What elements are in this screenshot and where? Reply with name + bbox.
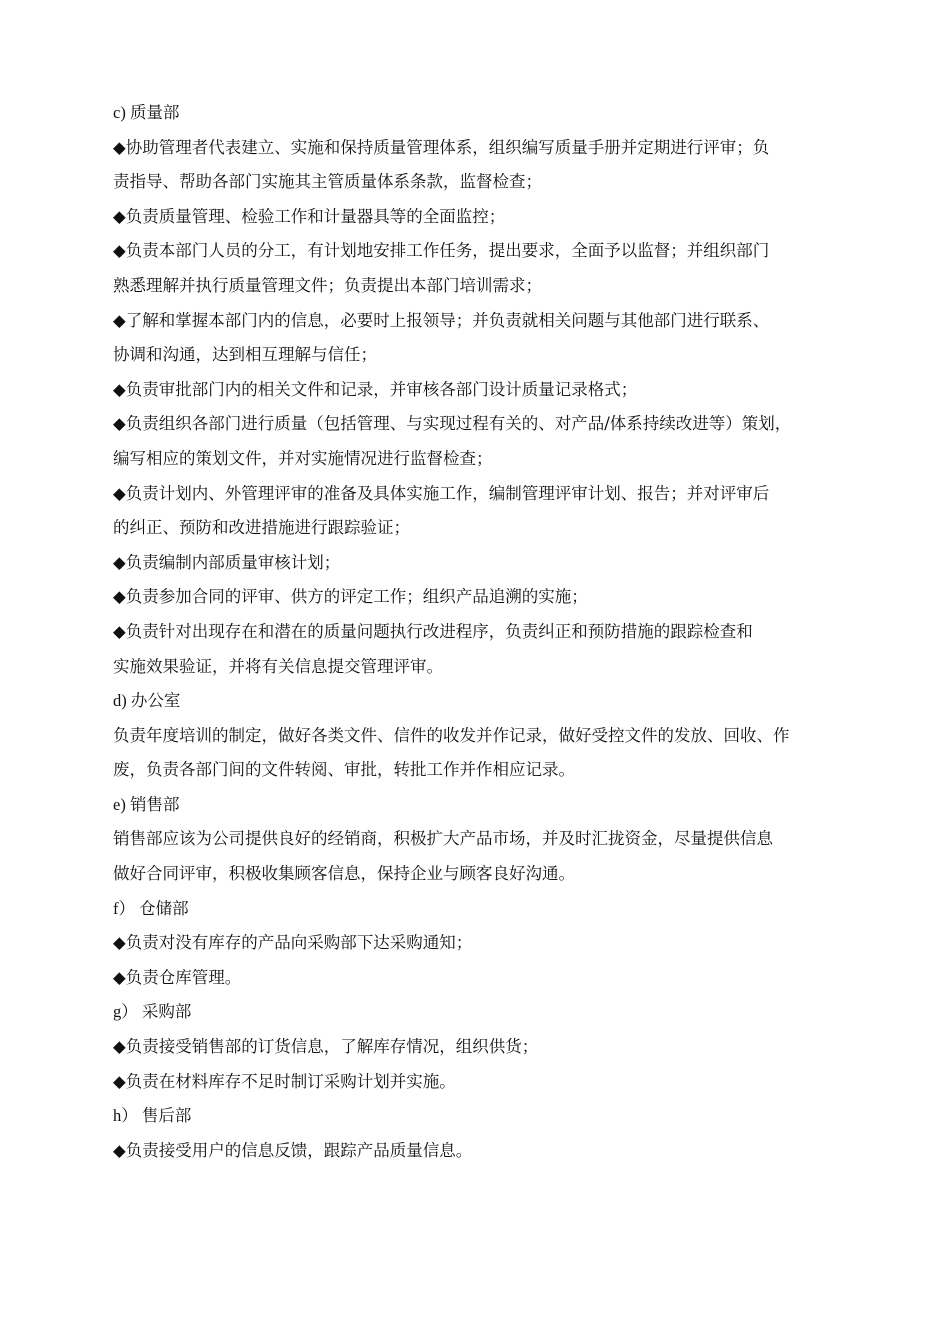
body-text-line: 做好合同评审，积极收集顾客信息，保持企业与顾客良好沟通。 (113, 864, 575, 884)
body-text-line: 实施效果验证，并将有关信息提交管理评审。 (113, 656, 443, 676)
body-text-line: ◆负责接受用户的信息反馈，跟踪产品质量信息。 (113, 1140, 473, 1160)
section-heading: g） 采购部 (113, 1002, 192, 1022)
body-text-line: ◆负责在材料库存不足时制订采购计划并实施。 (113, 1071, 456, 1091)
body-text-line: ◆了解和掌握本部门内的信息，必要时上报领导；并负责就相关问题与其他部门进行联系、 (113, 310, 770, 330)
body-text-line: 编写相应的策划文件，并对实施情况进行监督检查； (113, 448, 493, 468)
body-text-line: ◆负责计划内、外管理评审的准备及具体实施工作，编制管理评审计划、报告；并对评审后 (113, 483, 770, 503)
body-text-line: ◆负责对没有库存的产品向采购部下达采购通知； (113, 933, 473, 953)
document-page (113, 96, 865, 1168)
body-text-line: ◆负责编制内部质量审核计划； (113, 552, 341, 572)
section-heading: d) 办公室 (113, 691, 181, 711)
section-heading: h） 售后部 (113, 1106, 192, 1126)
body-text-line: 销售部应该为公司提供良好的经销商，积极扩大产品市场，并及时汇拢资金，尽量提供信息 (113, 829, 773, 849)
body-text-line: 废，负责各部门间的文件转阅、审批，转批工作并作相应记录。 (113, 760, 575, 780)
body-text-line: 协调和沟通，达到相互理解与信任； (113, 345, 377, 365)
body-text-line: ◆负责仓库管理。 (113, 967, 242, 987)
body-text-line: 熟悉理解并执行质量管理文件；负责提出本部门培训需求； (113, 275, 542, 295)
body-text-line: ◆负责审批部门内的相关文件和记录，并审核各部门设计质量记录格式； (113, 379, 638, 399)
body-text-line: ◆负责本部门人员的分工，有计划地安排工作任务，提出要求，全面予以监督；并组织部门 (113, 241, 770, 261)
body-text-line: ◆负责针对出现存在和潜在的质量问题执行改进程序，负责纠正和预防措施的跟踪检查和 (113, 621, 753, 641)
body-text-line: ◆负责参加合同的评审、供方的评定工作；组织产品追溯的实施； (113, 587, 588, 607)
body-text-line: ◆协助管理者代表建立、实施和保持质量管理体系，组织编写质量手册并定期进行评审；负 (113, 137, 770, 157)
body-text-line: 责指导、帮助各部门实施其主管质量体系条款，监督检查； (113, 172, 542, 192)
body-text-line: 的纠正、预防和改进措施进行跟踪验证； (113, 518, 410, 538)
body-text-line: ◆负责接受销售部的订货信息，了解库存情况，组织供货； (113, 1037, 539, 1057)
body-text-line: 负责年度培训的制定，做好各类文件、信件的收发并作记录，做好受控文件的发放、回收、作 (113, 725, 790, 745)
body-text-line: ◆负责质量管理、检验工作和计量器具等的全面监控； (113, 206, 506, 226)
section-heading: e) 销售部 (113, 794, 180, 814)
body-text-line: ◆负责组织各部门进行质量（包括管理、与实现过程有关的、对产品/体系持续改进等）策划， (113, 414, 792, 434)
section-heading: c) 质量部 (113, 103, 180, 122)
section-heading: f） 仓储部 (113, 898, 189, 918)
